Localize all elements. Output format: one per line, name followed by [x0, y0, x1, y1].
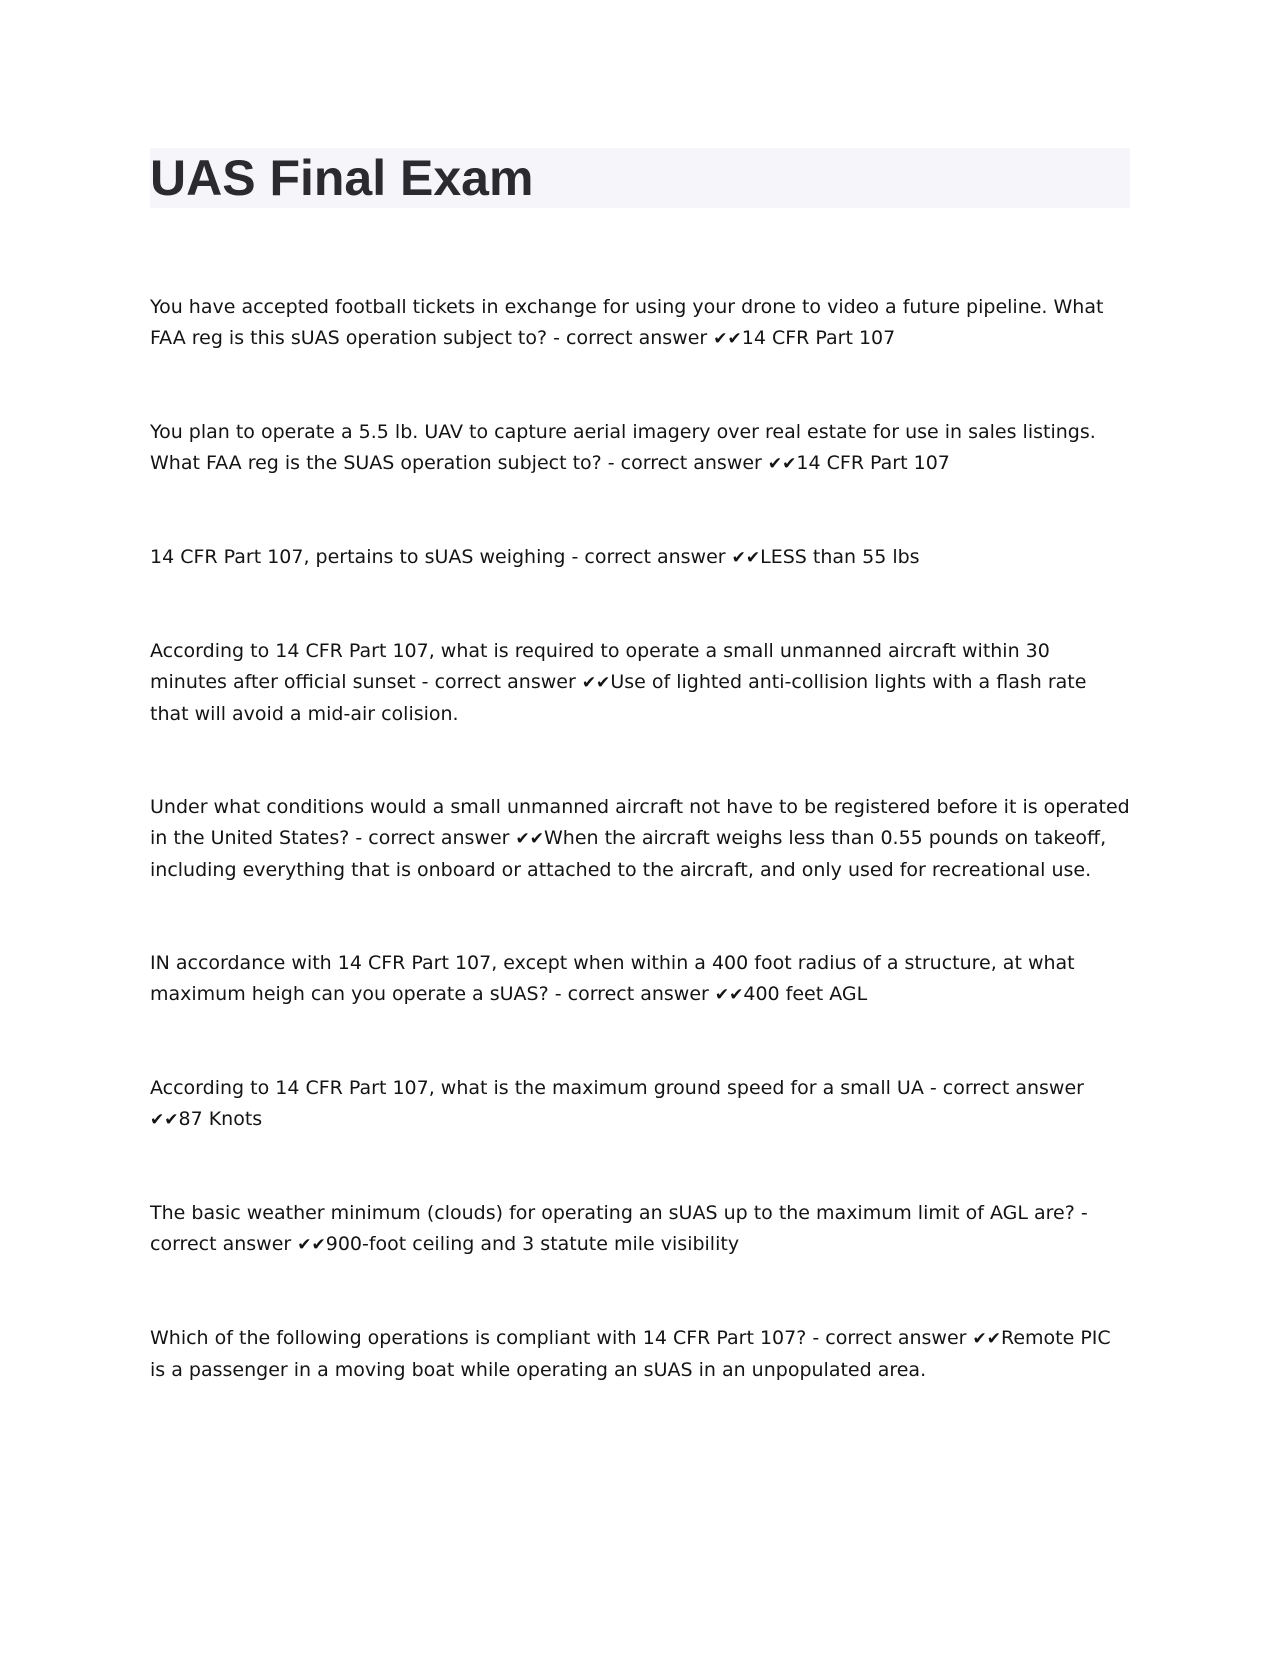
qa-item — [150, 948, 1130, 1011]
answer-separator: - correct answer — [415, 671, 582, 693]
question-text: The basic weather minimum (clouds) for operating an sUAS up to the maximum limit of AGL are? — [150, 1202, 1075, 1224]
qa-item — [150, 292, 1130, 355]
question-text: Which of the following operations is compliant with 14 CFR Part 107? — [150, 1327, 807, 1349]
answer-separator: - correct answer — [565, 546, 732, 568]
qa-item — [150, 417, 1130, 480]
answer-text: When the aircraft weighs less than 0.55 pounds on takeoff, including everything that is onboard or attached to the aircraft, and only used for recreational use. — [150, 827, 1107, 881]
document-title: UAS Final Exam — [150, 150, 534, 206]
answer-text: LESS than 55 lbs — [760, 546, 920, 568]
answer-text: 87 Knots — [178, 1108, 263, 1130]
qa-item — [150, 636, 1130, 730]
question-text: According to 14 CFR Part 107, what is the maximum ground speed for a small UA — [150, 1077, 924, 1099]
answer-separator: - correct answer — [349, 827, 516, 849]
answer-text: 14 CFR Part 107 — [796, 452, 950, 474]
answer-separator: - correct answer — [548, 983, 715, 1005]
question-text: You have accepted football tickets in exchange for using your drone to video a future pipeline. What FAA reg is this sUAS operation subject to? — [150, 296, 1104, 349]
qa-item — [150, 1198, 1130, 1261]
qa-item — [150, 792, 1130, 886]
check-marks-icon: ✔✔ — [297, 1235, 326, 1255]
answer-separator: - correct answer — [547, 327, 714, 349]
check-marks-icon: ✔✔ — [515, 829, 544, 849]
qa-item — [150, 1073, 1130, 1136]
answer-separator: - correct answer — [923, 1077, 1084, 1099]
qa-item — [150, 1323, 1130, 1386]
document-page — [150, 148, 1130, 1448]
question-text: Under what conditions would a small unmanned aircraft not have to be registered before it is operated in the United States? — [150, 796, 1130, 849]
check-marks-icon: ✔✔ — [150, 1110, 179, 1130]
answer-separator: - correct answer — [150, 1202, 1088, 1255]
answer-separator: - correct answer — [601, 452, 768, 474]
check-marks-icon: ✔✔ — [767, 454, 797, 474]
check-marks-icon: ✔✔ — [714, 985, 744, 1005]
check-marks-icon: ✔✔ — [972, 1329, 1001, 1349]
check-marks-icon: ✔✔ — [713, 329, 742, 349]
qa-list — [150, 292, 1130, 1386]
question-text: You plan to operate a 5.5 lb. UAV to capture aerial imagery over real estate for use in sales listings. What FAA reg is the SUAS operation subject to? — [150, 421, 1096, 474]
answer-text: 900-foot ceiling and 3 statute mile visibility — [325, 1233, 740, 1255]
answer-text: Use of lighted anti-collision lights with a flash rate that will avoid a mid-air colision. — [150, 671, 1087, 725]
question-text: 14 CFR Part 107, pertains to sUAS weighing — [150, 546, 566, 568]
question-text: According to 14 CFR Part 107, what is required to operate a small unmanned aircraft within 30 minutes after official sunset — [150, 640, 1050, 693]
question-text: IN accordance with 14 CFR Part 107, except when within a 400 foot radius of a structure, at what maximum heigh can you operate a sUAS? — [150, 952, 1075, 1005]
answer-text: Remote PIC is a passenger in a moving boat while operating an sUAS in an unpopulated area. — [150, 1327, 1111, 1381]
answer-text: 400 feet AGL — [743, 983, 868, 1005]
answer-separator: - correct answer — [806, 1327, 973, 1349]
answer-text: 14 CFR Part 107 — [741, 327, 896, 349]
check-marks-icon: ✔✔ — [731, 548, 761, 568]
check-marks-icon: ✔✔ — [581, 673, 611, 693]
title-bar — [150, 148, 1130, 208]
qa-item — [150, 542, 1130, 574]
